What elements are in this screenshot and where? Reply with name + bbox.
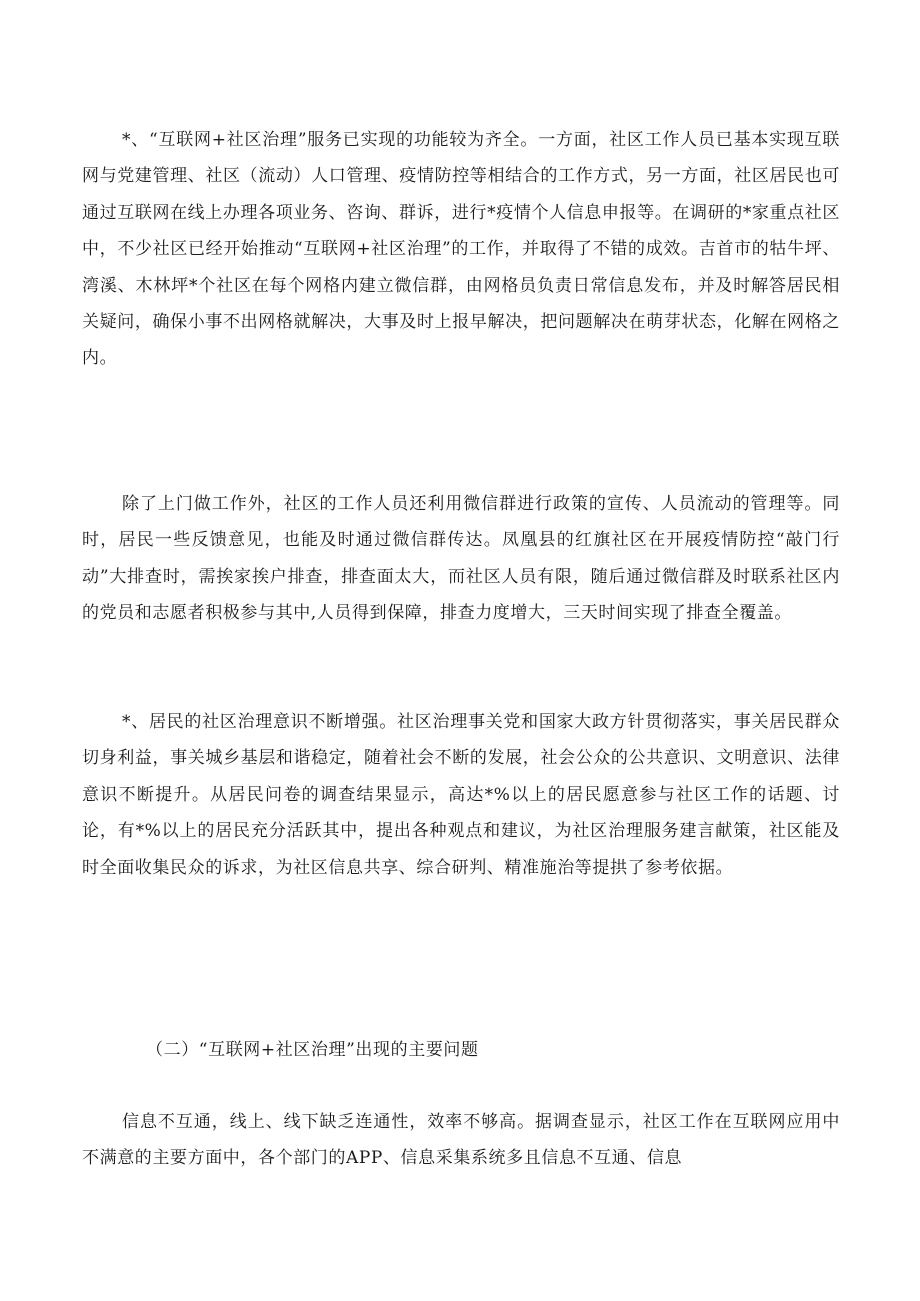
paragraph-3-block [82,704,840,886]
paragraph-3: *、居民的社区治理意识不断增强。社区治理事关党和国家大政方针贯彻落实，事关居民群众切身利益，事关城乡基层和谐稳定，随着社会不断的发展，社会公众的公共意识、文明意识、法律意识不断提升。从居民问卷的调查结果显示，高达*%以上的居民愿意参与社区工作的话题、讨论，有*%以上的居民充分活跃其中，提出各种观点和建议，为社区治理服务建言献策，社区能及时全面收集民众的诉求，为社区信息共享、综合研判、精准施治等提拱了参考依据。 [82,712,840,878]
final-paragraph-block [82,1104,840,1177]
section-heading: （二）“互联网+社区治理”出现的主要问题 [146,1040,479,1060]
final-paragraph: 信息不互通，线上、线下缺乏连通性，效率不够高。据调查显示，社区工作在互联网应用中不满意的主要方面中，各个部门的APP、信息采集系统多且信息不互通、信息 [82,1112,840,1169]
section-heading-block [82,1032,840,1068]
paragraph-1: *、“互联网+社区治理”服务已实现的功能较为齐全。一方面，社区工作人员已基本实现互联网与党建管理、社区（流动）人口管理、疫情防控等相结合的工作方式，另一方面，社区居民也可通过互联网在线上办理各项业务、咨询、群诉，进行*疫情个人信息申报等。在调研的*家重点社区中，不少社区已经开始推动“互联网+社区治理”的工作，并取得了不错的成效。吉首市的牯牛坪、湾溪、木林坪*个社区在每个网格内建立微信群，由网格员负责日常信息发布，并及时解答居民相关疑问，确保小事不出网格就解决，大事及时上报早解决，把问题解决在萌芽状态，化解在网格之内。 [82,130,840,369]
paragraph-1-block [82,122,840,377]
paragraph-2: 除了上门做工作外，社区的工作人员还利用微信群进行政策的宣传、人员流动的管理等。同时，居民一些反馈意见，也能及时通过微信群传达。凤凰县的红旗社区在开展疫情防控“敲门行动”大排查时，需挨家挨户排查，排查面太大，而社区人员有限，随后通过微信群及时联系社区内的党员和志愿者积极参与其中,人员得到保障，排查力度增大，三天时间实现了排查全覆盖。 [82,494,840,624]
paragraph-2-block [82,486,840,632]
